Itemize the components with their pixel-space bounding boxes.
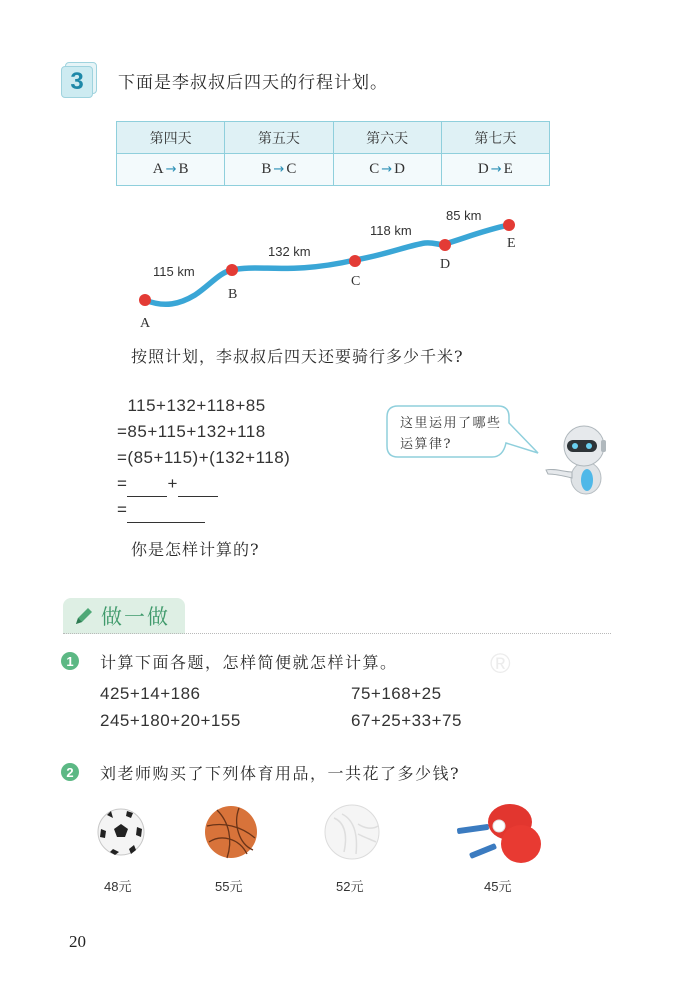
arrow-right-icon: → <box>165 162 177 177</box>
point-a-marker <box>139 294 151 306</box>
exercise-number-badge: 1 <box>61 652 79 670</box>
volleyball-icon <box>324 804 380 860</box>
price-label: 48元 <box>104 879 132 894</box>
calc-line: 115+132+118+85 <box>117 396 266 415</box>
point-label: A <box>140 316 151 331</box>
point-d-marker <box>439 239 451 251</box>
speech-bubble <box>386 405 510 457</box>
segment-label: 132 km <box>268 244 311 259</box>
answer-blank[interactable] <box>127 478 167 497</box>
point-label: E <box>507 236 516 251</box>
route-cell: D → E <box>441 154 549 186</box>
robot-mascot-icon <box>540 420 610 495</box>
price-label: 45元 <box>484 879 512 894</box>
page-number: 20 <box>69 932 86 951</box>
registered-watermark: ® <box>490 648 511 679</box>
expression: 245+180+20+155 <box>100 711 241 730</box>
exercise-number-badge: 2 <box>61 763 79 781</box>
segment-label: 115 km <box>153 264 195 279</box>
point-b-marker <box>226 264 238 276</box>
arrow-right-icon: → <box>381 162 393 177</box>
arrow-right-icon: → <box>490 162 502 177</box>
expression: 425+14+186 <box>100 684 201 703</box>
problem-title: 下面是李叔叔后四天的行程计划。 <box>118 73 388 93</box>
segment-label: 118 km <box>370 223 412 238</box>
calc-line: =(85+115)+(132+118) <box>117 448 291 467</box>
answer-blank[interactable] <box>178 478 218 497</box>
problem-number-badge <box>61 62 95 96</box>
exercise-text: 刘老师购买了下列体育用品，一共花了多少钱? <box>100 764 461 783</box>
day-header: 第五天 <box>225 122 333 154</box>
soccer-ball-icon <box>97 807 145 857</box>
basketball-icon <box>203 804 259 860</box>
calc-line: =85+115+132+118 <box>117 422 266 441</box>
calc-line: = <box>117 497 290 523</box>
arrow-right-icon: → <box>273 162 285 177</box>
route-cell: A → B <box>117 154 225 186</box>
calc-line: = + <box>117 471 290 497</box>
followup-question: 你是怎样计算的? <box>131 540 260 559</box>
route-cell: B → C <box>225 154 333 186</box>
pencil-icon <box>73 605 95 627</box>
section-divider <box>63 633 611 634</box>
practice-label: 做一做 <box>101 605 170 629</box>
day-header: 第六天 <box>333 122 441 154</box>
price-label: 55元 <box>215 879 243 894</box>
segment-label: 85 km <box>446 208 482 223</box>
route-cell: C → D <box>333 154 441 186</box>
practice-header <box>63 598 185 634</box>
day-header: 第四天 <box>117 122 225 154</box>
speech-bubble-text: 这里运用了哪些 运算律? <box>400 416 502 452</box>
point-label: D <box>440 257 451 272</box>
day-header: 第七天 <box>441 122 549 154</box>
answer-blank[interactable] <box>127 504 205 523</box>
point-c-marker <box>349 255 361 267</box>
expression: 67+25+33+75 <box>351 711 462 730</box>
point-e-marker <box>503 219 515 231</box>
calculation-steps <box>117 393 290 523</box>
badge-number: 3 <box>61 66 93 98</box>
ping-pong-paddles-icon <box>455 800 545 865</box>
plan-table <box>116 121 550 186</box>
point-label: C <box>351 274 361 289</box>
expression: 75+168+25 <box>351 684 442 703</box>
price-label: 52元 <box>336 879 364 894</box>
question-text: 按照计划，李叔叔后四天还要骑行多少千米? <box>131 347 464 366</box>
route-diagram <box>120 200 540 335</box>
exercise-text: 计算下面各题，怎样简便就怎样计算。 <box>100 653 398 672</box>
point-label: B <box>228 287 238 302</box>
